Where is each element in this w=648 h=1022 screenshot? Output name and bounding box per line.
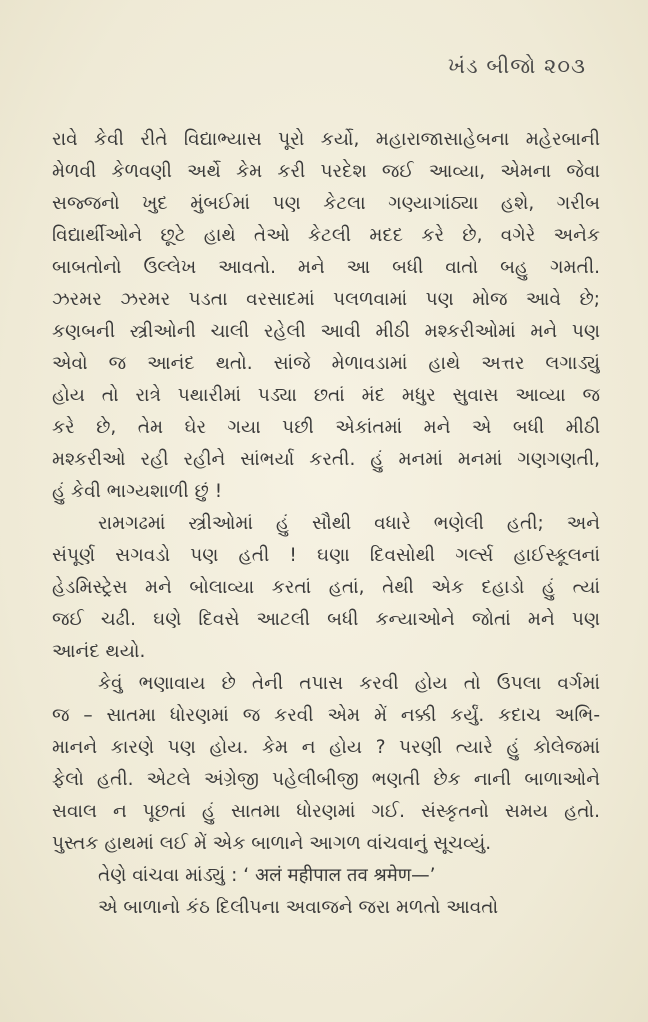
text-line: કેવું ભણાવાય છે તેની તપાસ કરવી હોય તો ઉપલા વર્ગમાં [98,673,600,694]
text-line: એવો જ આનંદ થતો. સાંજે મેળાવડામાં હાથે અત્તર લગાડ્યું [52,353,600,374]
text-line: સંપૂર્ણ સગવડો પણ હતી ! ઘણા દિવસોથી ગર્લ્સ હાઈસ્કૂલનાં [52,545,600,566]
text-line: ઝરમર ઝરમર પડતા વરસાદમાં પલળવામાં પણ મોજ આવે છે; [52,289,600,310]
text-line: બાબતોનો ઉલ્લેખ આવતો. મને આ બધી વાતો બહુ ગમતી. [52,257,600,278]
paragraph [52,892,600,924]
text-line: કણબની સ્ત્રીઓની ચાલી રહેલી આવી મીઠી મશ્કરીઓમાં મને પણ [52,321,600,342]
paragraph [52,508,600,668]
text-line: મેળવી કેળવણી અર્થે કેમ કરી પરદેશ જઈ આવ્યા, એમના જેવા [52,161,600,182]
text-line: મશ્કરીઓ રહી રહીને સાંભર્યા કરતી. હું મનમાં મનમાં ગણગણતી, [52,449,600,470]
text-line: જ – સાતમા ધોરણમાં જ કરવી એમ મેં નક્કી કર્યું. કદાચ અભિ- [52,705,600,726]
running-header: ખંડ બીજો ૨૦૩ [447,54,586,78]
paragraph [52,124,600,508]
paragraph [52,668,600,860]
text-line: ફેલો હતી. એટલે અંગ્રેજી પહેલીબીજી ભણતી છેક નાની બાળાઓને [52,769,600,790]
text-line: જઈ ચઢી. ઘણે દિવસે આટલી બધી કન્યાઓને જોતાં મને પણ [52,609,600,630]
text-line: હેડમિસ્ટ્રેસ મને બોલાવ્યા કરતાં હતાં, તેથી એક દહાડો હું ત્યાં [52,577,600,598]
text-line: એ બાળાનો કંઠ દિલીપના અવાજને જરા મળતો આવતો [98,897,499,918]
text-line: આનંદ થયો. [52,641,146,662]
paragraph [52,860,600,892]
text-line: હું કેવી ભાગ્યશાળી છું ! [52,481,223,502]
text-line: રાવે કેવી રીતે વિદ્યાભ્યાસ પૂરો કર્યો, મહારાજાસાહેબના મહેરબાની [52,129,600,150]
body-text [52,124,600,924]
text-line: રામગઢમાં સ્ત્રીઓમાં હું સૌથી વધારે ભણેલી હતી; અને [98,513,600,534]
text-line: સવાલ ન પૂછતાં હું સાતમા ધોરણમાં ગઈ. સંસ્કૃતનો સમય હતો. [52,801,600,822]
text-line: માનને કારણે પણ હોય. કેમ ન હોય ? પરણી ત્યારે હું કોલેજમાં [52,737,600,758]
text-line: સજ્જનો ખુદ મુંબઈમાં પણ કેટલા ગણ્યાગાંઠ્યા હશે, ગરીબ [52,193,600,214]
text-line: પુસ્તક હાથમાં લઈ મેં એક બાળાને આગળ વાંચવાનું સૂચવ્યું. [52,833,492,854]
text-line: કરે છે, તેમ ઘેર ગયા પછી એકાંતમાં મને એ બધી મીઠી [52,417,600,438]
text-line: હોય તો રાત્રે પથારીમાં પડ્યા છતાં મંદ મધુર સુવાસ આવ્યા જ [52,385,600,406]
text-line: તેણે વાંચવા માંડ્યું : ‘ अलं महीपाल तव श्रमेण—’ [98,865,436,886]
text-line: વિદ્યાર્થીઓને છૂટે હાથે તેઓ કેટલી મદદ કરે છે, વગેરે અનેક [52,225,600,246]
